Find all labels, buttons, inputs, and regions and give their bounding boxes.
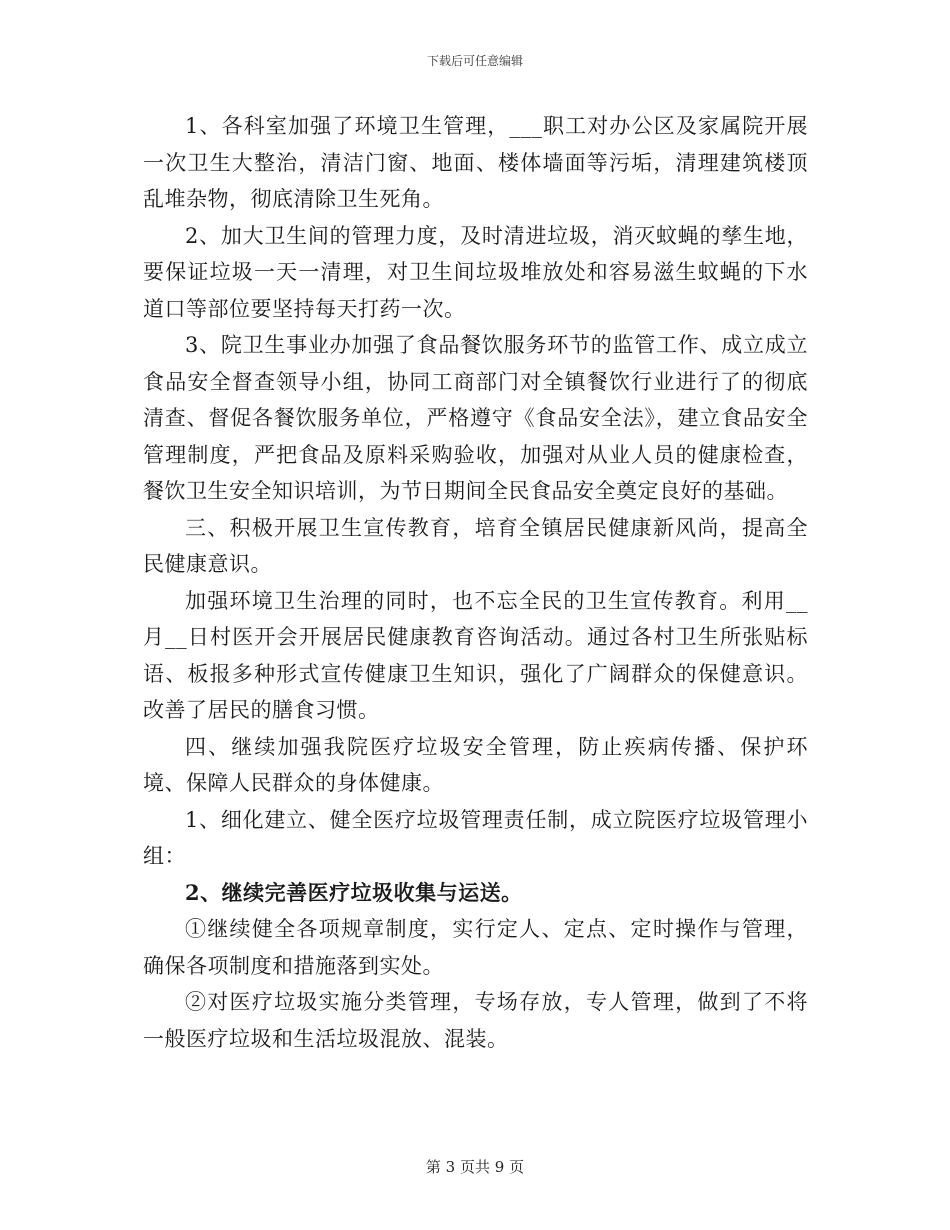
paragraph-10: ②对医疗垃圾实施分类管理，专场存放，专人管理，做到了不将一般医疗垃圾和生活垃圾混放、混装。	[143, 990, 808, 1051]
document-body	[143, 108, 808, 1057]
paragraph-3: 3、院卫生事业办加强了食品餐饮服务环节的监管工作、成立成立食品安全督查领导小组，协同工商部门对全镇餐饮行业进行了的彻底清查、督促各餐饮服务单位，严格遵守《食品安全法》，建立食品安全管理制度，严把食品及原料采购验收，加强对从业人员的健康检查，餐饮卫生安全知识培训，为节日期间全民食品安全奠定良好的基础。	[143, 333, 808, 503]
page-header: 下载后可任意编辑	[426, 54, 523, 68]
paragraph-9: ①继续健全各项规章制度，实行定人、定点、定时操作与管理，确保各项制度和措施落到实处。	[143, 917, 808, 978]
paragraph-5: 加强环境卫生治理的同时，也不忘全民的卫生宣传教育。利用__月__日村医开会开展居民健康教育咨询活动。通过各村卫生所张贴标语、板报多种形式宣传健康卫生知识，强化了广阔群众的保健意识。改善了居民的膳食习惯。	[143, 588, 808, 722]
bold-subheading: 2、继续完善医疗垃圾收集与运送。	[185, 879, 523, 905]
paragraph-7: 1、细化建立、健全医疗垃圾管理责任制，成立院医疗垃圾管理小组：	[143, 807, 808, 868]
section-heading-4: 四、继续加强我院医疗垃圾安全管理，防止疾病传播、保护环境、保障人民群众的身体健康。	[143, 734, 808, 795]
section-heading-3: 三、积极开展卫生宣传教育，培育全镇居民健康新风尚，提高全民健康意识。	[143, 515, 808, 576]
paragraph-2: 2、加大卫生间的管理力度，及时清进垃圾，消灭蚊蝇的孳生地，要保证垃圾一天一清理，对卫生间垃圾堆放处和容易滋生蚊蝇的下水道口等部位要坚持每天打药一次。	[143, 223, 808, 321]
page-footer: 第 3 页共 9 页	[425, 1158, 525, 1176]
paragraph-1: 1、各科室加强了环境卫生管理，___职工对办公区及家属院开展一次卫生大整治，清洁门窗、地面、楼体墙面等污垢，清理建筑楼顶乱堆杂物，彻底清除卫生死角。	[143, 114, 808, 211]
